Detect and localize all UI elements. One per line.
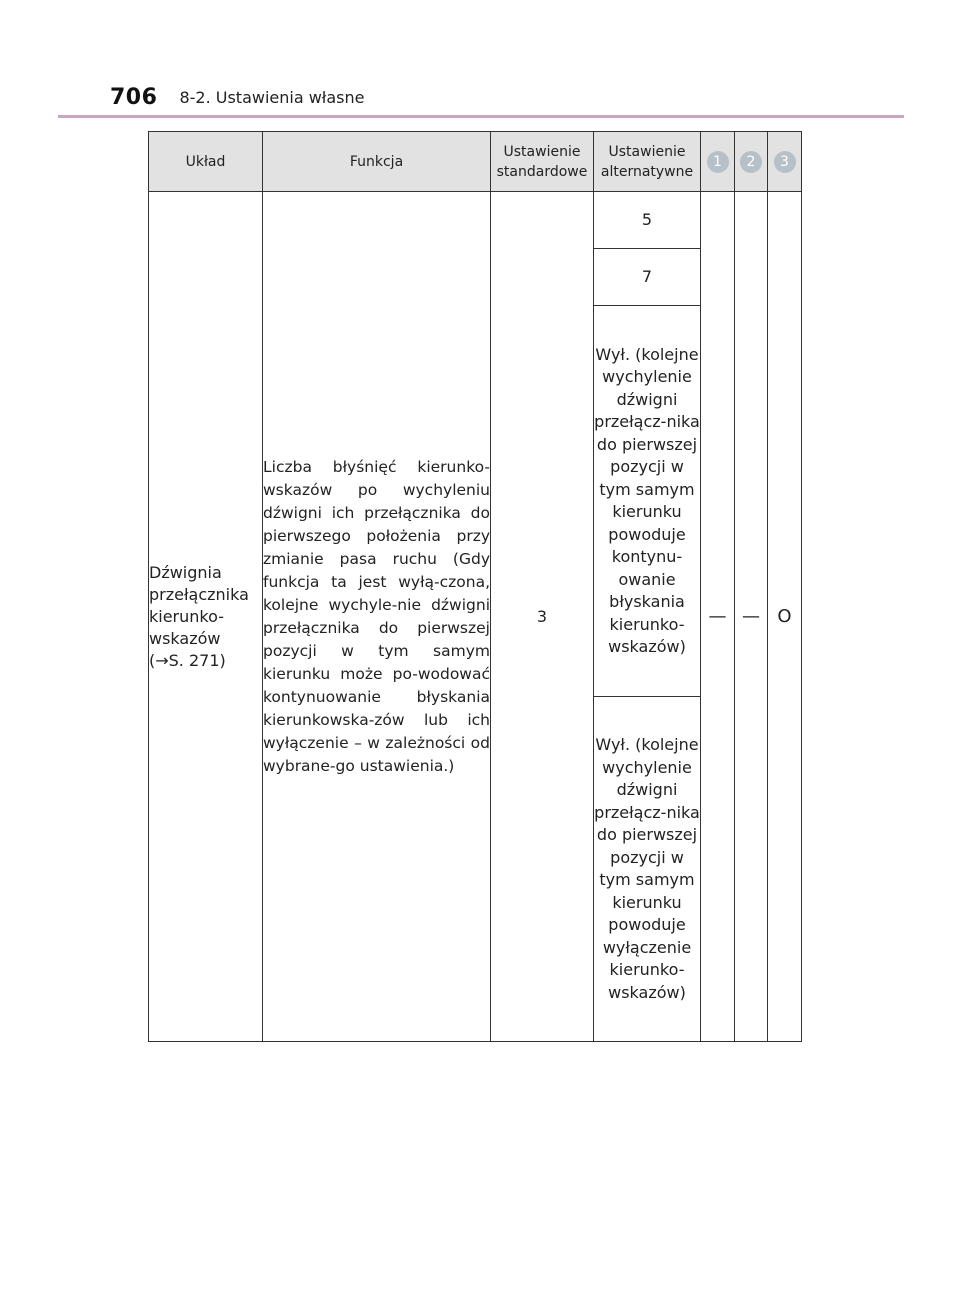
page-number: 706 bbox=[110, 84, 158, 110]
header-col3 bbox=[768, 132, 802, 192]
circle-number-2-icon: 2 bbox=[740, 151, 762, 173]
header-funkcja: Funkcja bbox=[263, 132, 491, 192]
alternative-option-4: Wył. (kolejne wychylenie dźwigni przełącz-nika do pierwszej pozycji w tym samym kierunku powoduje wyłączenie kierunko-wskazów) bbox=[594, 697, 701, 1042]
system-cell bbox=[149, 192, 263, 1042]
col2-mark: — bbox=[735, 192, 768, 1042]
system-line: Dźwignia bbox=[149, 562, 222, 582]
page-header bbox=[110, 80, 364, 114]
col3-mark: O bbox=[768, 192, 802, 1042]
header-col1 bbox=[701, 132, 735, 192]
header-standard-line1: Ustawienie bbox=[503, 143, 581, 160]
table-row bbox=[149, 192, 802, 249]
standard-value: 3 bbox=[491, 192, 594, 1042]
alternative-option-1: 5 bbox=[594, 192, 701, 249]
header-alternative-line1: Ustawienie bbox=[608, 143, 686, 160]
system-page-reference: (→S. 271) bbox=[149, 650, 226, 670]
header-col2 bbox=[735, 132, 768, 192]
function-description: Liczba błyśnięć kierunko-wskazów po wychyleniu dźwigni ich przełącznika do pierwszego położenia przy zmianie pasa ruchu (Gdy funkcja ta jest wyłą-czona, kolejne wychyle-nie dźwigni przełącznika do pierwszej pozycji w tym samym kierunku może po-wodować kontynuowanie błyskania kierunkowska-zów lub ich wyłączenie – w zależności od wybrane-go ustawienia.) bbox=[263, 192, 491, 1042]
header-uklad: Układ bbox=[149, 132, 263, 192]
settings-table bbox=[148, 131, 802, 1042]
header-row bbox=[149, 132, 802, 192]
header-standard bbox=[491, 132, 594, 192]
circle-number-3-icon: 3 bbox=[774, 151, 796, 173]
col1-mark: — bbox=[701, 192, 735, 1042]
system-line: wskazów bbox=[149, 628, 221, 648]
header-alternative-line2: alternatywne bbox=[600, 163, 694, 180]
header-rule bbox=[58, 115, 904, 118]
header-alternative bbox=[594, 132, 701, 192]
section-title: 8-2. Ustawienia własne bbox=[179, 87, 365, 107]
header-standard-line2: standardowe bbox=[496, 163, 588, 180]
circle-number-1-icon: 1 bbox=[707, 151, 729, 173]
alternative-option-3: Wył. (kolejne wychylenie dźwigni przełącz-nika do pierwszej pozycji w tym samym kierunku powoduje kontynu-owanie błyskania kierunko-wskazów) bbox=[594, 306, 701, 697]
alternative-option-2: 7 bbox=[594, 249, 701, 306]
system-line: kierunko- bbox=[149, 606, 224, 626]
system-line: przełącznika bbox=[149, 584, 249, 604]
